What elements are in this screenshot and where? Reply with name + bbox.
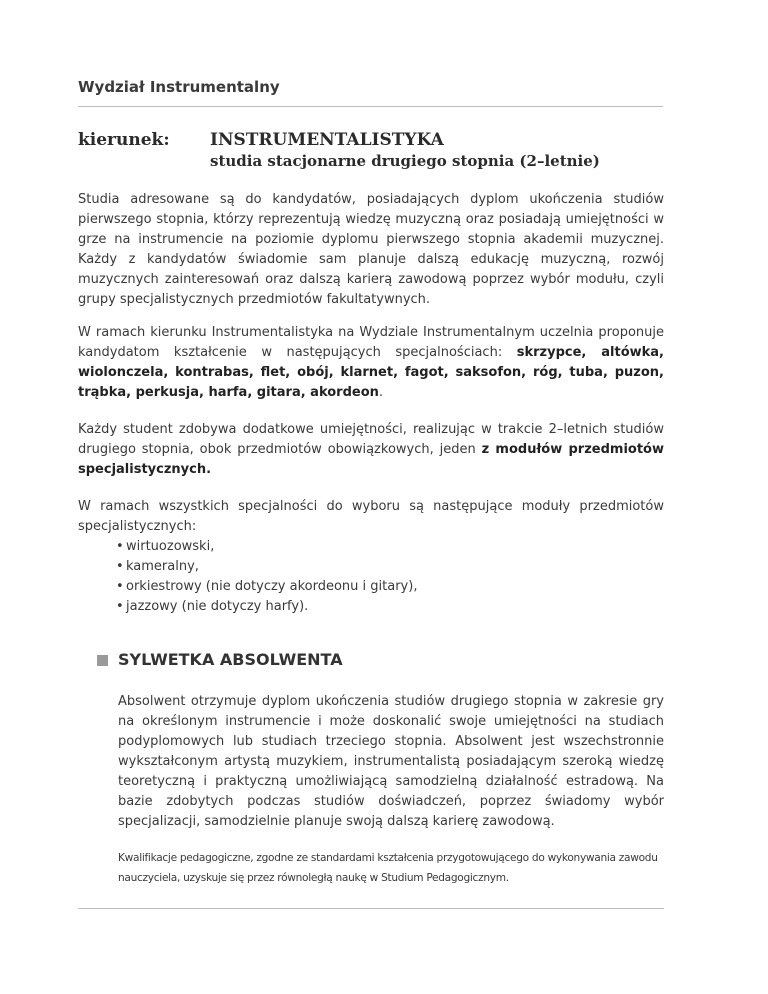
specialties-lead: W ramach kierunku Instrumentalistyka na Wydziale Instrumentalnym uczelnia proponuje kandydatom kształcenie w następujących specjalnościach:: [78, 325, 664, 360]
bullet-icon: •: [116, 599, 124, 614]
pedagogy-note: Kwalifikacje pedagogiczne, zgodne ze standardami kształcenia przygotowującego do wykonywania zawodu nauczyciela, uzyskuje się przez równoległą naukę w Studium Pedagogicznym.: [118, 852, 658, 884]
list-item: • kameralny,: [116, 557, 417, 577]
list-item: • jazzowy (nie dotyczy harfy).: [116, 597, 417, 617]
bullet-icon: •: [116, 539, 124, 554]
intro-paragraph-2: [78, 323, 664, 403]
bullet-icon: •: [116, 559, 124, 574]
kierunek-title: INSTRUMENTALISTYKA: [210, 130, 444, 150]
kierunek-subtitle: studia stacjonarne drugiego stopnia (2–letnie): [210, 152, 600, 170]
modules-list: [116, 537, 417, 617]
bottom-divider: [78, 908, 664, 909]
bullet-icon: •: [116, 579, 124, 594]
kierunek-label: kierunek:: [78, 130, 170, 150]
section-square-icon: [97, 655, 108, 666]
section-body: Absolwent otrzymuje dyplom ukończenia studiów drugiego stopnia w zakresie gry na określonym instrumencie i może doskonalić swoje umiejętności na studiach podyplomowych lub studiach trzeciego stopnia. Absolwent jest wszechstronnie wykształconym artystą muzykiem, instrumentalistą posiadającym szeroką wiedzę teoretyczną i praktyczną umożliwiającą samodzielną działalność estradową. Na bazie zdobytych podczas studiów doświadczeń, poprzez świadomy wybór specjalizacji, samodzielnie planuje swoją dalszą karierę zawodową.: [118, 694, 664, 829]
modules-emphasis: z modułów przedmiotów specjalistycznych.: [78, 442, 664, 477]
specialties-end: .: [378, 385, 384, 400]
intro-paragraph-4: W ramach wszystkich specjalności do wyboru są następujące moduły przedmiotów specjalistycznych:: [78, 499, 664, 534]
list-item: • wirtuozowski,: [116, 537, 417, 557]
specialties-list: skrzypce, altówka, wiolonczela, kontrabas, flet, obój, klarnet, fagot, saksofon, róg, tuba, puzon, trąbka, perkusja, harfa, gitara, akordeon: [78, 345, 664, 400]
intro-paragraph-1: Studia adresowane są do kandydatów, posiadających dyplom ukończenia studiów pierwszego stopnia, którzy reprezentują wiedzę muzyczną oraz posiadają umiejętności w grze na instrumencie na poziomie dyplomu pierwszego stopnia akademii muzycznej. Każdy z kandydatów świadomie sam planuje dalszą edukację muzyczną, rozwój muzycznych zainteresowań oraz dalszą karierą zawodową poprzez wybór modułu, czyli grupy specjalistycznych przedmiotów fakultatywnych.: [78, 192, 664, 307]
modules-lead: Każdy student zdobywa dodatkowe umiejętności, realizując w trakcie 2–letnich studiów drugiego stopnia, obok przedmiotów obowiązkowych, jeden: [78, 422, 664, 457]
intro-paragraph-3: [78, 420, 664, 480]
section-title: SYLWETKA ABSOLWENTA: [118, 650, 343, 669]
faculty-header: Wydział Instrumentalny: [78, 78, 663, 107]
list-item: • orkiestrowy (nie dotyczy akordeonu i gitary),: [116, 577, 417, 597]
